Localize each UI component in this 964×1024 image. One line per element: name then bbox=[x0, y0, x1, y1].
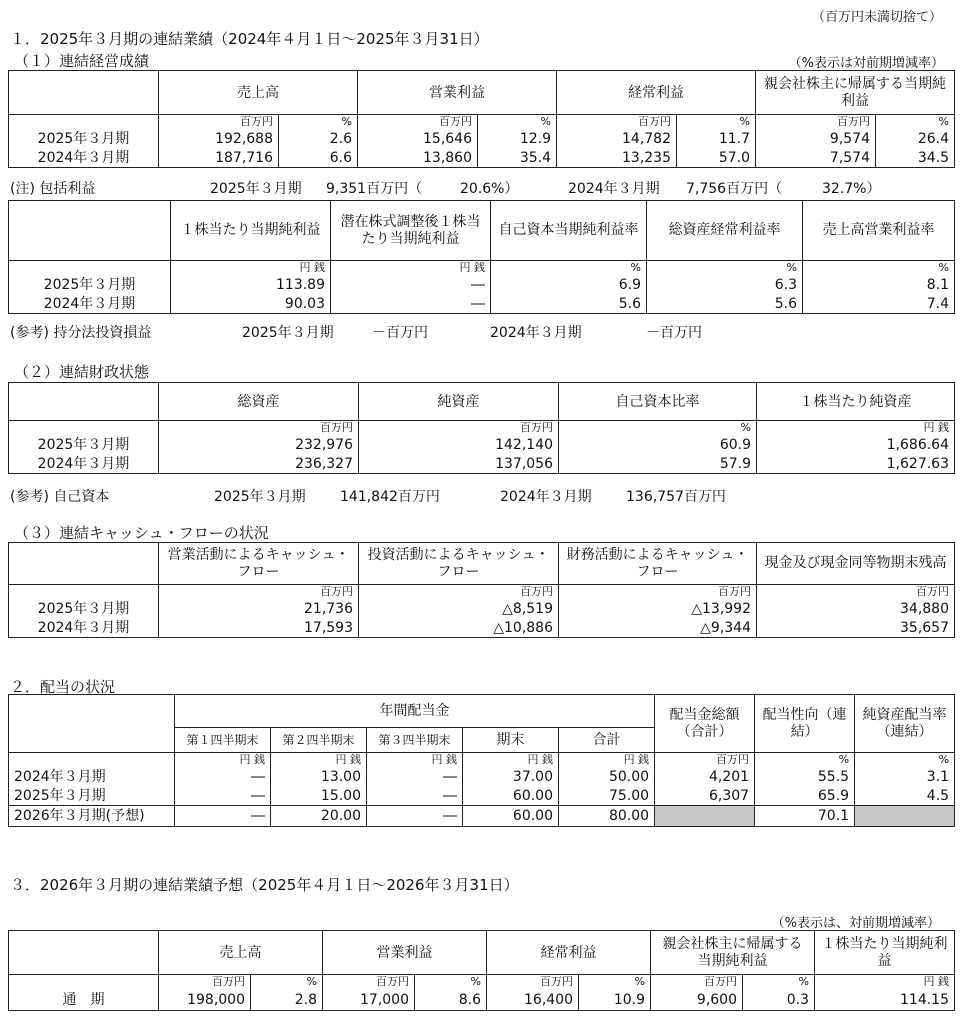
cell: 26.4 bbox=[876, 130, 955, 149]
unit-label: 円 銭 bbox=[815, 975, 955, 990]
header-q1-end: 第１四半期末 bbox=[175, 728, 271, 753]
header-roe: 自己資本当期純利益率 bbox=[491, 201, 647, 261]
cell: 37.00 bbox=[463, 768, 559, 787]
unit-label: 百万円 bbox=[487, 975, 579, 990]
table-row bbox=[9, 436, 955, 455]
cell: 13,860 bbox=[358, 149, 478, 168]
table-row bbox=[9, 600, 955, 619]
header-operating-profit: 営業利益 bbox=[358, 71, 557, 115]
table-row bbox=[9, 276, 955, 295]
header-investing-cf: 投資活動によるキャッシュ・フロー bbox=[359, 543, 559, 585]
cell: ― bbox=[175, 787, 271, 806]
header-cash-balance: 現金及び現金同等物期末残高 bbox=[757, 543, 955, 585]
cell: 11.7 bbox=[677, 130, 756, 149]
table-row bbox=[9, 149, 955, 168]
cell: 1,627.63 bbox=[757, 455, 955, 474]
cell: 4.5 bbox=[855, 787, 955, 806]
cell: 15,646 bbox=[358, 130, 478, 149]
cell-shaded bbox=[855, 806, 955, 827]
header-net-income: 親会社株主に帰属する当期純利益 bbox=[651, 931, 815, 975]
subsection-financial-position: （２）連結財政状態 bbox=[14, 363, 150, 381]
cell: ― bbox=[331, 295, 491, 314]
cell: 34.5 bbox=[876, 149, 955, 168]
percent-note: （%表示は対前期増減率） bbox=[788, 56, 944, 71]
row-label: 2025年３月期 bbox=[9, 600, 159, 619]
table-row bbox=[9, 130, 955, 149]
financial-position-table bbox=[8, 382, 955, 474]
cell: 6,307 bbox=[655, 787, 755, 806]
header-year-end: 期末 bbox=[463, 728, 559, 753]
table-row bbox=[9, 990, 955, 1011]
header-blank bbox=[9, 71, 159, 115]
cell: 7.4 bbox=[803, 295, 955, 314]
header-annual-dividend: 年間配当金 bbox=[175, 695, 655, 728]
header-total-assets: 総資産 bbox=[159, 383, 359, 421]
header-total: 合計 bbox=[559, 728, 655, 753]
equity-method-value-2: －百万円 bbox=[646, 325, 702, 341]
unit-label: 円 銭 bbox=[171, 261, 331, 276]
equity-period-2: 2024年３月期 bbox=[500, 489, 592, 505]
row-label: 2024年３月期 bbox=[9, 619, 159, 638]
cell: 7,574 bbox=[756, 149, 876, 168]
cell: 57.9 bbox=[559, 455, 757, 474]
row-label: 通 期 bbox=[9, 990, 159, 1011]
header-sales: 売上高 bbox=[159, 71, 358, 115]
cell: 5.6 bbox=[491, 295, 647, 314]
unit-label: 円 銭 bbox=[559, 753, 655, 768]
section2-title: ２．配当の状況 bbox=[10, 678, 116, 696]
cell: 15.00 bbox=[271, 787, 367, 806]
table-row bbox=[9, 787, 955, 806]
unit-label: 百万円 bbox=[655, 753, 755, 768]
cell: 35.4 bbox=[478, 149, 557, 168]
header-sales: 売上高 bbox=[159, 931, 323, 975]
cell: 6.3 bbox=[647, 276, 803, 295]
unit-label: % bbox=[855, 753, 955, 768]
percent-note-forecast: （%表示は、対前期増減率） bbox=[771, 916, 940, 931]
cell-shaded bbox=[655, 806, 755, 827]
unit-label: % bbox=[876, 115, 955, 130]
cell: 80.00 bbox=[559, 806, 655, 827]
header-operating-margin: 売上高営業利益率 bbox=[803, 201, 955, 261]
cell: 16,400 bbox=[487, 990, 579, 1011]
equity-period-1: 2025年３月期 bbox=[214, 489, 306, 505]
cell: 60.00 bbox=[463, 806, 559, 827]
unit-label: 百万円 bbox=[159, 585, 359, 600]
header-ordinary-profit: 経常利益 bbox=[557, 71, 756, 115]
unit-label: 百万円 bbox=[651, 975, 743, 990]
section3-title: ３．2026年３月期の連結業績予想（2025年４月１日～2026年３月31日） bbox=[10, 876, 519, 894]
operating-results-table bbox=[8, 70, 955, 168]
header-eps: １株当たり当期純利益 bbox=[815, 931, 955, 975]
unit-label: 円 銭 bbox=[463, 753, 559, 768]
equity-method-period-2: 2024年３月期 bbox=[490, 325, 582, 341]
cell: 75.00 bbox=[559, 787, 655, 806]
cell: 65.9 bbox=[755, 787, 855, 806]
unit-label: 百万円 bbox=[159, 115, 279, 130]
unit-label: % bbox=[677, 115, 756, 130]
comprehensive-income-label: (注) 包括利益 bbox=[10, 181, 96, 197]
unit-label: % bbox=[478, 115, 557, 130]
unit-label: % bbox=[743, 975, 815, 990]
cell: 90.03 bbox=[171, 295, 331, 314]
cell: 187,716 bbox=[159, 149, 279, 168]
cell: 8.1 bbox=[803, 276, 955, 295]
cell: △9,344 bbox=[559, 619, 757, 638]
cell: 21,736 bbox=[159, 600, 359, 619]
unit-label: % bbox=[491, 261, 647, 276]
cell: △13,992 bbox=[559, 600, 757, 619]
cell: 17,593 bbox=[159, 619, 359, 638]
dividends-table bbox=[8, 694, 955, 827]
header-dividend-on-equity: 純資産配当率（連結） bbox=[855, 695, 955, 753]
cell: 113.89 bbox=[171, 276, 331, 295]
cell: ― bbox=[331, 276, 491, 295]
header-blank bbox=[9, 201, 171, 261]
header-equity-ratio: 自己資本比率 bbox=[559, 383, 757, 421]
table-row bbox=[9, 806, 955, 827]
cell: 1,686.64 bbox=[757, 436, 955, 455]
header-diluted-eps: 潜在株式調整後１株当たり当期純利益 bbox=[331, 201, 491, 261]
unit-label: 百万円 bbox=[757, 585, 955, 600]
unit-label: 円 銭 bbox=[367, 753, 463, 768]
subsection-operating-results: （１）連結経営成績 bbox=[14, 52, 150, 70]
header-financing-cf: 財務活動によるキャッシュ・フロー bbox=[559, 543, 757, 585]
cell: 192,688 bbox=[159, 130, 279, 149]
header-eps: １株当たり当期純利益 bbox=[171, 201, 331, 261]
unit-label: 百万円 bbox=[358, 115, 478, 130]
cell: 13,235 bbox=[557, 149, 677, 168]
header-net-assets: 純資産 bbox=[359, 383, 559, 421]
cell: 60.00 bbox=[463, 787, 559, 806]
unit-label: 百万円 bbox=[159, 421, 359, 436]
header-payout-ratio: 配当性向（連結） bbox=[755, 695, 855, 753]
row-label: 2024年３月期 bbox=[9, 149, 159, 168]
cell: 232,976 bbox=[159, 436, 359, 455]
equity-value-1: 141,842百万円 bbox=[340, 489, 440, 505]
header-ordinary-profit: 経常利益 bbox=[487, 931, 651, 975]
cell: 9,600 bbox=[651, 990, 743, 1011]
cell: 236,327 bbox=[159, 455, 359, 474]
header-total-dividend: 配当金総額（合計） bbox=[655, 695, 755, 753]
unit-label: 百万円 bbox=[559, 585, 757, 600]
cell: 57.0 bbox=[677, 149, 756, 168]
unit-label: 百万円 bbox=[359, 421, 559, 436]
header-bps: １株当たり純資産 bbox=[757, 383, 955, 421]
header-roa: 総資産経常利益率 bbox=[647, 201, 803, 261]
cell: 2.8 bbox=[251, 990, 323, 1011]
cell: ― bbox=[367, 768, 463, 787]
ci-value-1: 9,351百万円（ bbox=[326, 181, 423, 197]
cell: ― bbox=[175, 806, 271, 827]
cell: 70.1 bbox=[755, 806, 855, 827]
unit-note: （百万円未満切捨て） bbox=[811, 10, 942, 25]
unit-label: 円 銭 bbox=[271, 753, 367, 768]
header-blank bbox=[9, 383, 159, 421]
table-row bbox=[9, 619, 955, 638]
ci-period-1: 2025年３月期 bbox=[210, 181, 302, 197]
unit-label: 円 銭 bbox=[757, 421, 955, 436]
unit-label: 百万円 bbox=[359, 585, 559, 600]
cell: 8.6 bbox=[415, 990, 487, 1011]
cell: 137,056 bbox=[359, 455, 559, 474]
equity-value-2: 136,757百万円 bbox=[626, 489, 726, 505]
equity-method-value-1: －百万円 bbox=[372, 325, 428, 341]
equity-label: (参考) 自己資本 bbox=[10, 489, 110, 505]
cash-flows-table bbox=[8, 542, 955, 638]
unit-label: 円 銭 bbox=[175, 753, 271, 768]
header-operating-profit: 営業利益 bbox=[323, 931, 487, 975]
cell: 114.15 bbox=[815, 990, 955, 1011]
cell: 34,880 bbox=[757, 600, 955, 619]
row-label: 2025年３月期 bbox=[9, 787, 175, 806]
cell: △10,886 bbox=[359, 619, 559, 638]
cell: 4,201 bbox=[655, 768, 755, 787]
header-blank bbox=[9, 931, 159, 975]
unit-label: % bbox=[279, 115, 358, 130]
ci-rate-1: 20.6%） bbox=[460, 181, 519, 197]
cell: 14,782 bbox=[557, 130, 677, 149]
table-row bbox=[9, 455, 955, 474]
header-q3-end: 第３四半期末 bbox=[367, 728, 463, 753]
row-label: 2025年３月期 bbox=[9, 436, 159, 455]
cell: 5.6 bbox=[647, 295, 803, 314]
cell: 50.00 bbox=[559, 768, 655, 787]
unit-label: % bbox=[559, 421, 757, 436]
unit-label: % bbox=[251, 975, 323, 990]
ci-value-2: 7,756百万円（ bbox=[686, 181, 783, 197]
unit-label: 百万円 bbox=[159, 975, 251, 990]
cell: 2.6 bbox=[279, 130, 358, 149]
cell: 9,574 bbox=[756, 130, 876, 149]
cell: 17,000 bbox=[323, 990, 415, 1011]
ci-period-2: 2024年３月期 bbox=[568, 181, 660, 197]
subsection-cash-flows: （３）連結キャッシュ・フローの状況 bbox=[14, 524, 269, 542]
section1-title: １．2025年３月期の連結業績（2024年４月１日～2025年３月31日） bbox=[10, 30, 489, 48]
header-q2-end: 第２四半期末 bbox=[271, 728, 367, 753]
header-operating-cf: 営業活動によるキャッシュ・フロー bbox=[159, 543, 359, 585]
unit-label: 円 銭 bbox=[331, 261, 491, 276]
header-blank bbox=[9, 695, 175, 753]
row-label: 2024年３月期 bbox=[9, 455, 159, 474]
cell: 10.9 bbox=[579, 990, 651, 1011]
unit-label: 百万円 bbox=[323, 975, 415, 990]
unit-label: 百万円 bbox=[557, 115, 677, 130]
row-label: 2024年３月期 bbox=[9, 295, 171, 314]
unit-label: % bbox=[755, 753, 855, 768]
row-label: 2025年３月期 bbox=[9, 130, 159, 149]
unit-label: 百万円 bbox=[756, 115, 876, 130]
cell: 6.6 bbox=[279, 149, 358, 168]
table-row bbox=[9, 295, 955, 314]
cell: 55.5 bbox=[755, 768, 855, 787]
header-net-income: 親会社株主に帰属する当期純利益 bbox=[756, 71, 955, 115]
row-label: 2024年３月期 bbox=[9, 768, 175, 787]
table-row bbox=[9, 768, 955, 787]
cell: 0.3 bbox=[743, 990, 815, 1011]
cell: ― bbox=[367, 806, 463, 827]
cell: 198,000 bbox=[159, 990, 251, 1011]
row-label: 2026年３月期(予想) bbox=[9, 806, 175, 827]
cell: 35,657 bbox=[757, 619, 955, 638]
cell: ― bbox=[367, 787, 463, 806]
cell: 3.1 bbox=[855, 768, 955, 787]
cell: 60.9 bbox=[559, 436, 757, 455]
equity-method-label: (参考) 持分法投資損益 bbox=[10, 325, 152, 341]
equity-method-period-1: 2025年３月期 bbox=[242, 325, 334, 341]
cell: 20.00 bbox=[271, 806, 367, 827]
header-blank bbox=[9, 543, 159, 585]
per-share-table bbox=[8, 200, 955, 314]
cell: 142,140 bbox=[359, 436, 559, 455]
cell: 13.00 bbox=[271, 768, 367, 787]
unit-label: % bbox=[579, 975, 651, 990]
unit-label: % bbox=[415, 975, 487, 990]
forecast-table bbox=[8, 930, 955, 1011]
ci-rate-2: 32.7%） bbox=[822, 181, 881, 197]
unit-label: % bbox=[803, 261, 955, 276]
cell: 12.9 bbox=[478, 130, 557, 149]
cell: ― bbox=[175, 768, 271, 787]
row-label: 2025年３月期 bbox=[9, 276, 171, 295]
unit-label: % bbox=[647, 261, 803, 276]
cell: 6.9 bbox=[491, 276, 647, 295]
cell: △8,519 bbox=[359, 600, 559, 619]
